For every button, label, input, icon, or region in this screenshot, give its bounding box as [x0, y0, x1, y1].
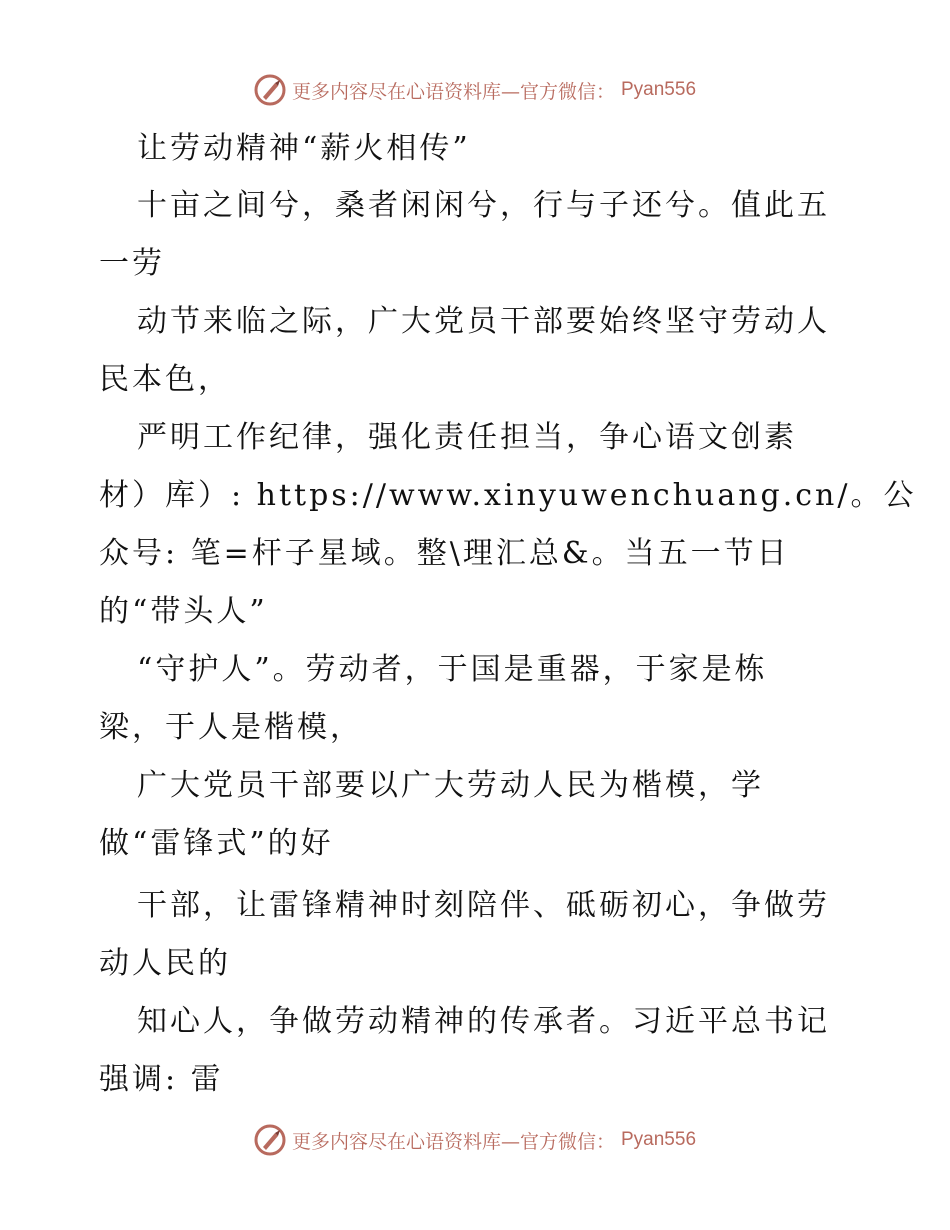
header-watermark: [0, 72, 950, 108]
paragraph-line: 十亩之间兮，桑者闲闲兮，行与子还兮。值此五: [137, 188, 830, 223]
paragraph-line-url: 材）库）: https://www.xinyuwenchuang.cn/。公: [99, 478, 917, 513]
paragraph-line: 一劳: [99, 246, 165, 281]
pen-logo-icon: [254, 74, 286, 106]
paragraph-line: 知心人，争做劳动精神的传承者。习近平总书记: [137, 1004, 830, 1039]
paragraph-line: 的“带头人”: [99, 594, 268, 629]
paragraph-line: 广大党员干部要以广大劳动人民为楷模，学: [137, 768, 764, 803]
paragraph-line: 梁，于人是楷模，: [99, 710, 363, 745]
watermark-text: 更多内容尽在心语资料库—官方微信：: [291, 80, 615, 103]
paragraph-line: 动人民的: [99, 946, 231, 981]
paragraph-line: 强调: 雷: [99, 1062, 224, 1097]
paragraph-line: 动节来临之际，广大党员干部要始终坚守劳动人: [137, 304, 830, 339]
watermark-text: 更多内容尽在心语资料库—官方微信：: [291, 1130, 615, 1153]
watermark-handle: Pyan556: [621, 1129, 697, 1150]
paragraph-line: “守护人”。劳动者，于国是重器，于家是栋: [137, 652, 768, 687]
footer-watermark: [0, 1122, 950, 1158]
pen-logo-icon: [254, 1124, 286, 1156]
document-title: 让劳动精神“薪火相传”: [137, 131, 471, 166]
watermark-handle: Pyan556: [621, 79, 697, 100]
paragraph-line: 严明工作纪律，强化责任担当，争心语文创素: [137, 420, 797, 455]
paragraph-line: 民本色，: [99, 362, 231, 397]
paragraph-line: 做“雷锋式”的好: [99, 826, 334, 861]
paragraph-line: 众号: 笔=杆子星域。整\理汇总&。当五一节日: [99, 536, 790, 571]
paragraph-line: 干部，让雷锋精神时刻陪伴、砥砺初心，争做劳: [137, 888, 830, 923]
